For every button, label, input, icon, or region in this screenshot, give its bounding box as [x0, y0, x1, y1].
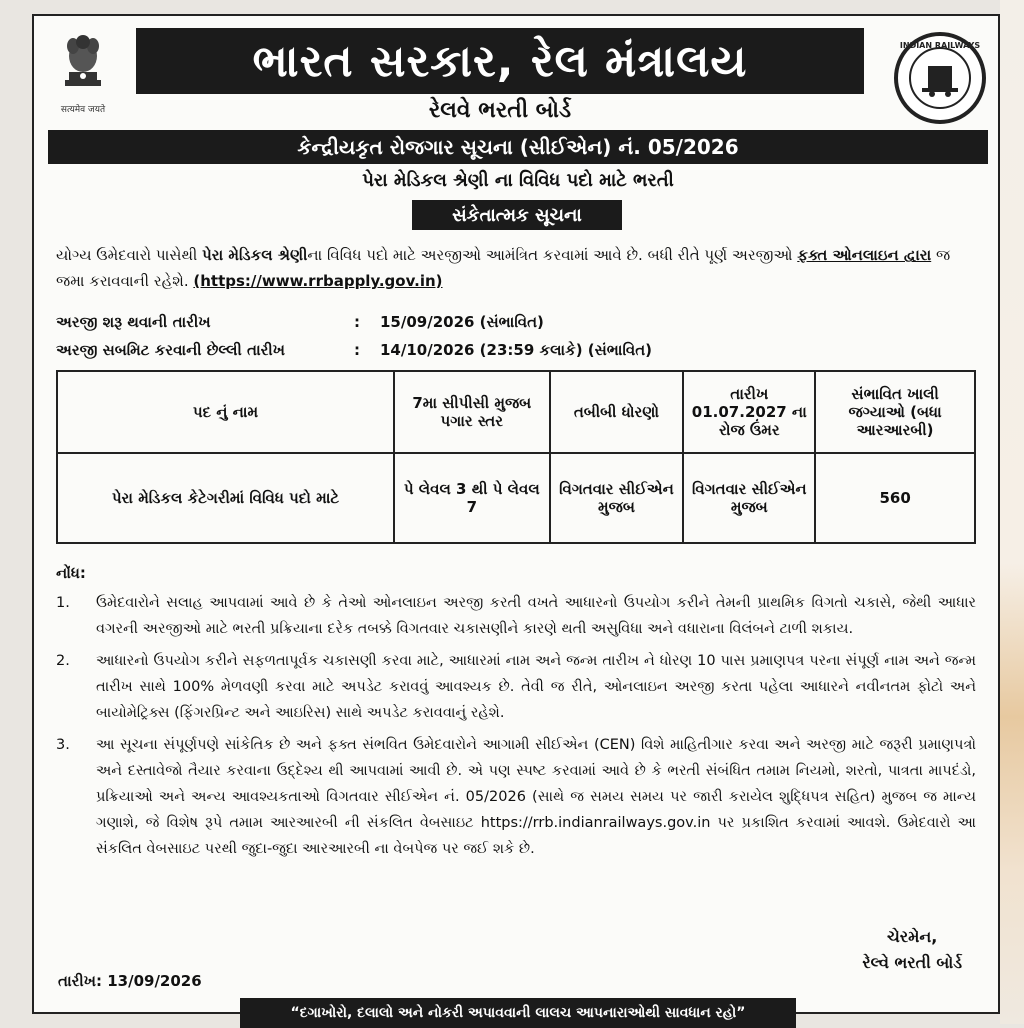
indian-railways-logo — [892, 30, 988, 126]
note-item — [56, 590, 976, 642]
signoff-org: રેલ્વે ભરતી બોર્ડ — [862, 953, 962, 972]
intro-text-1: યોગ્ય ઉમેદવારો પાસેથી — [56, 246, 203, 264]
table-cell-post: પેરા મેડિકલ કેટેગરીમાં વિવિધ પદો માટે — [57, 453, 394, 543]
header — [48, 24, 988, 124]
note-text: આધારનો ઉપયોગ કરીને સફળતાપૂર્વક ચકાસણી કરવા માટે, આધારમાં નામ અને જન્મ તારીખ ને ધોરણ 10 પાસ પ્રમાણપત્ર પરના સંપૂર્ણ નામ અને જન્મ તારીખ સાથે 100% મેળવણી કરવા માટે અપડેટ કરાવવું આવશ્યક છે. તેવી જ રીતે, ઓનલાઇન અરજી કરતા પહેલા આધારને નવીનતમ ફોટો અને બાયોમેટ્રિક્સ (ફિંગરપ્રિન્ટ અને આઇરિસ) સાથે અપડેટ કરાવવાનું રહેશે. — [96, 653, 976, 721]
cen-title: કેન્દ્રીયકૃત રોજગાર સૂચના (સીઈએન) નં. 05/2026 — [48, 130, 988, 164]
railways-logo-icon — [892, 30, 988, 126]
indicative-notice-label: સંકેતાત્મક સૂચના — [412, 200, 622, 230]
national-emblem — [48, 26, 118, 122]
date-label: અરજી શરૂ થવાની તારીખ — [56, 313, 211, 331]
date-row — [56, 336, 976, 364]
column-header: તારીખ 01.07.2027 ના રોજ ઉંમર — [683, 371, 815, 453]
apply-website-link[interactable]: (https://www.rrbapply.gov.in) — [193, 272, 443, 290]
column-header: સંભાવિત ખાલી જગ્યાઓ (બધા આરઆરબી) — [815, 371, 975, 453]
date-label: અરજી સબમિટ કરવાની છેલ્લી તારીખ — [56, 341, 286, 359]
date-separator: : — [354, 313, 360, 331]
note-number: 1. — [56, 595, 70, 611]
table-cell-pay-level: પે લેવલ 3 થી પે લેવલ 7 — [394, 453, 550, 543]
note-number: 3. — [56, 737, 70, 753]
note-text: આ સૂચના સંપૂર્ણપણે સાંકેતિક છે અને ફક્ત સંભવિત ઉમેદવારોને આગામી સીઈએન (CEN) વિશે માહિતીગાર કરવા અને અરજી માટે જરૂરી પ્રમાણપત્રો અને દસ્તાવેજો તૈયાર કરવાના ઉદ્દેશ્ય થી આપવામાં આવી છે. એ પણ સ્પષ્ટ કરવામાં આવે છે કે ભરતી સંબંધિત તમામ નિયમો, શરતો, પાત્રતા માપદંડો, પ્રક્રિયાઓ અને અન્ય આવશ્યકતાઓ વિગતવાર સીઈએન નં. 05/2026 (સાથે જ સમય સમય પર જારી કરાયેલ શુદ્ધિપત્ર સહિત) મુજબ જ માન્ય ગણાશે, જે વિશેષ રૂપે તમામ આરઆરબી ની સંકલિત વેબસાઇટ https://rrb.indianrailways.gov.in પર પ્રકાશિત કરવામાં આવશે. ઉમેદવારો આ સંકલિત વેબસાઇટ પરથી જુદા-જુદા આરઆરબી ના વેબપેજ પર જઈ શકે છે. — [96, 737, 976, 857]
posts-table — [56, 370, 976, 544]
table-row — [57, 453, 975, 543]
recruitment-heading: પેરા મેડિકલ શ્રેણી ના વિવિધ પદો માટે ભરતી — [362, 170, 674, 191]
note-item — [56, 732, 976, 862]
page-title: ભારત સરકાર, રેલ મંત્રાલય — [136, 28, 864, 94]
emblem-icon — [55, 26, 111, 100]
date-value: 14/10/2026 (23:59 કલાકે) (સંભાવિત) — [380, 341, 652, 359]
table-cell-medical: વિગતવાર સીઈએન મુજબ — [550, 453, 684, 543]
table-header-row — [57, 371, 975, 453]
column-header: પદ નું નામ — [57, 371, 394, 453]
table-cell-vacancies: 560 — [815, 453, 975, 543]
note-number: 2. — [56, 653, 70, 669]
footer-warning: “દગાખોરો, દલાલો અને નોકરી અપાવવાની લાલચ આપનારાઓથી સાવધાન રહો” — [240, 998, 796, 1028]
issue-date: તારીખ: 13/09/2026 — [58, 972, 202, 990]
note-text: ઉમેદવારોને સલાહ આપવામાં આવે છે કે તેઓ ઓનલાઇન અરજી કરતી વખતે આધારનો ઉપયોગ કરીને તેમની પ્રાથમિક વિગતો ચકાસે, જેથી આધાર વગરની અરજીઓ માટે ભરતી પ્રક્રિયાના દરેક તબક્કે વિગતવાર ચકાસણીને કારણે થતી અસુવિધા અને વધારાના વિલંબને ટાળી શકાય. — [96, 595, 976, 637]
important-dates — [56, 308, 976, 364]
date-row — [56, 308, 976, 336]
intro-text-3: જ જમા કરાવવાની રહેશે. — [56, 246, 951, 290]
signoff-title: ચેરમેન, — [887, 927, 938, 946]
notes-list — [56, 590, 976, 868]
date-separator: : — [354, 341, 360, 359]
column-header: 7મા સીપીસી મુજબ પગાર સ્તર — [394, 371, 550, 453]
table-cell-age: વિગતવાર સીઈએન મુજબ — [683, 453, 815, 543]
intro-online-only: ફક્ત ઓનલાઇન દ્વારા — [797, 246, 932, 264]
page-subtitle: રેલવે ભરતી બોર્ડ — [428, 98, 572, 123]
note-item — [56, 648, 976, 726]
background-edge — [1000, 0, 1024, 1024]
date-value: 15/09/2026 (સંભાવિત) — [380, 313, 544, 331]
signoff — [862, 924, 962, 976]
logo-text: INDIAN RAILWAYS — [899, 41, 981, 50]
emblem-motto: सत्यमेव जयते — [60, 105, 106, 115]
column-header: તબીબી ધોરણો — [550, 371, 684, 453]
intro-bold: પેરા મેડિકલ શ્રેણી — [202, 246, 308, 264]
notes-heading: નોંધ: — [56, 564, 86, 582]
intro-text-2: ના વિવિધ પદો માટે અરજીઓ આમંત્રિત કરવામાં આવે છે. બધી રીતે પૂર્ણ અરજીઓ — [307, 246, 798, 264]
notice-document — [32, 14, 1000, 1021]
intro-paragraph — [56, 242, 976, 294]
